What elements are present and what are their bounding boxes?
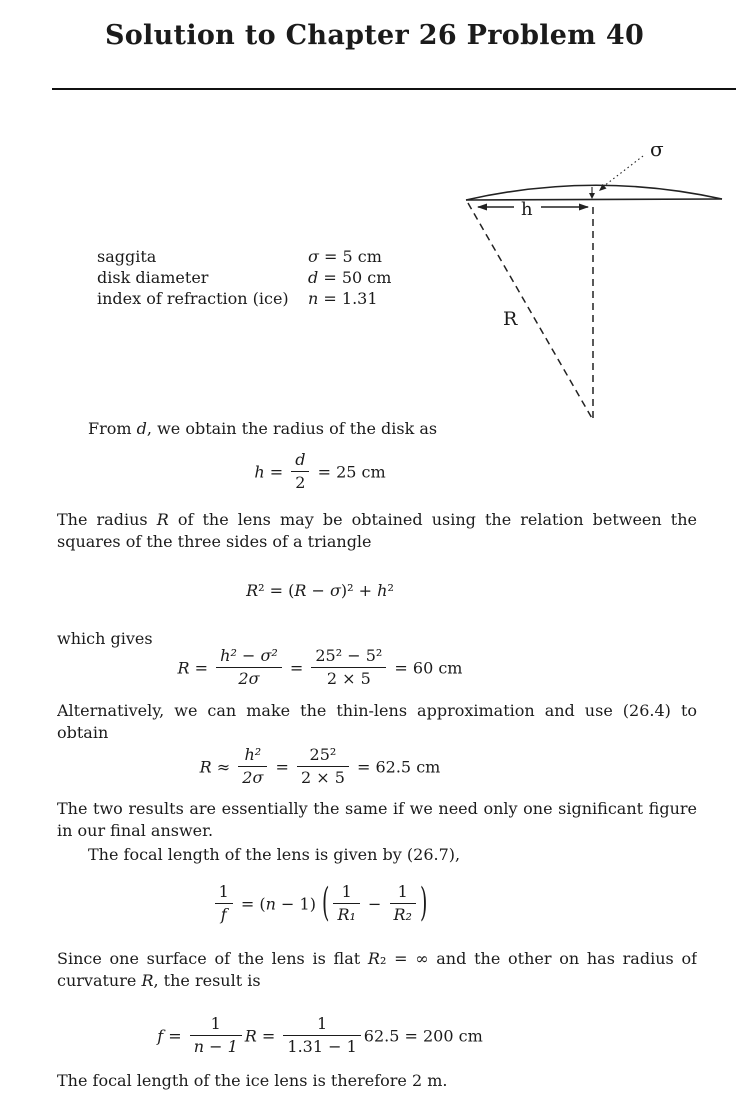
text-line (57, 844, 697, 866)
denominator: 2 × 5 (326, 669, 371, 689)
text-segment: The radius (57, 510, 157, 529)
given-value (308, 288, 391, 309)
text-segment: of the lens may be obtained using the relation between the (168, 510, 697, 529)
text-line (57, 700, 697, 722)
numerator: d (291, 451, 309, 472)
text-segment: From (88, 419, 137, 438)
given-label: disk diameter (97, 268, 209, 287)
text-line (57, 820, 697, 842)
denominator: 2 × 5 (300, 768, 345, 788)
paragraph-flat-surface (57, 948, 697, 992)
fraction (333, 883, 359, 925)
fraction (390, 883, 416, 925)
text-segment: The two results are essentially the same if we need only one significant figure (57, 799, 697, 818)
sigma-pointer-icon (589, 156, 643, 199)
numerator: h² − σ² (216, 647, 282, 668)
fraction (297, 746, 349, 788)
paragraph-alternatively (57, 700, 697, 744)
givens-table (97, 246, 391, 309)
given-value (308, 246, 391, 267)
denominator: n − 1 (193, 1037, 238, 1057)
math-text: ≈ (211, 757, 236, 777)
text-segment: ₂ = ∞ and the other on has radius of (379, 949, 697, 968)
math-var: σ (330, 581, 341, 600)
text-segment: in our final answer. (57, 821, 214, 840)
math-text: − 1) (275, 894, 322, 914)
math-text: − (362, 894, 387, 914)
equation-focal-length (57, 1016, 583, 1058)
math-text: = 62.5 cm (351, 757, 441, 777)
math-text: − (306, 581, 330, 600)
text-segment: Alternatively, we can make the thin-lens approximation and use (26.4) to (57, 701, 697, 720)
text-line (57, 509, 697, 531)
fraction (238, 746, 267, 788)
denominator: 2σ (238, 669, 260, 689)
sigma-label: σ (650, 137, 664, 161)
fraction (283, 1015, 360, 1057)
numerator: 1 (215, 883, 233, 904)
lens-diagram (430, 125, 749, 435)
math-text: = ( (235, 894, 266, 914)
h-label: h (521, 199, 533, 220)
numerator: h² (238, 746, 267, 767)
numerator: 25² (297, 746, 349, 767)
open-paren: ( (322, 880, 330, 926)
numerator: 1 (283, 1015, 360, 1036)
text-segment: curvature (57, 971, 142, 990)
paragraph-two-results (57, 798, 697, 842)
math-text: = (256, 1026, 281, 1046)
equation-pythagoras (57, 581, 583, 600)
text-line (57, 948, 697, 970)
equation-radius-exact (57, 648, 583, 690)
math-var: R (246, 581, 259, 600)
equation-radius-approx (57, 747, 583, 789)
title-rule (52, 88, 736, 90)
math-var: R (156, 510, 169, 529)
equation-disk-radius (57, 452, 583, 494)
math-var: n (265, 894, 276, 914)
numerator: 1 (190, 1015, 242, 1036)
math-text: ² = ( (258, 581, 295, 600)
denominator: R₁ (337, 905, 356, 925)
text-line (57, 418, 697, 440)
denominator: 2σ (242, 768, 264, 788)
given-label: saggita (97, 247, 157, 266)
math-text: = 25 cm (312, 462, 386, 482)
math-text: = (284, 658, 309, 678)
equation-lensmaker (57, 880, 583, 926)
fraction (215, 883, 233, 925)
math-var: R (199, 757, 212, 777)
math-text: 62.5 = 200 cm (363, 1026, 483, 1046)
math-var: R (244, 1026, 257, 1046)
fraction (311, 647, 386, 689)
text-segment: , the result is (153, 971, 261, 990)
math-var: d (308, 268, 319, 287)
text-line (57, 531, 697, 553)
text-line (57, 798, 697, 820)
text-line (57, 722, 697, 744)
math-var: h (377, 581, 388, 600)
denominator: 1.31 − 1 (287, 1037, 357, 1057)
radius-dashed-lines (468, 203, 593, 420)
value-text: = 50 cm (323, 268, 392, 287)
text-line (57, 970, 697, 992)
close-paren: ) (419, 880, 428, 926)
paragraph-conclusion (57, 1070, 697, 1092)
fraction (291, 451, 309, 493)
numerator: 1 (390, 883, 416, 904)
text-segment: squares of the three sides of a triangle (57, 532, 372, 551)
math-var: f (157, 1026, 164, 1046)
math-text: )² + (340, 581, 378, 600)
math-text: = 60 cm (389, 658, 463, 678)
math-var: σ (308, 247, 319, 266)
given-label: index of refraction (ice) (97, 289, 289, 308)
fraction (190, 1015, 242, 1057)
text-segment: , we obtain the radius of the disk as (146, 419, 438, 438)
lens-outline (466, 185, 722, 200)
numerator: 25² − 5² (311, 647, 386, 668)
paragraph-radius-relation (57, 509, 697, 553)
text-segment: obtain (57, 723, 109, 742)
value-text: = 5 cm (324, 247, 382, 266)
text-line (57, 1070, 697, 1092)
math-var: n (308, 289, 319, 308)
math-var: R (177, 658, 190, 678)
denominator: R₂ (393, 905, 412, 925)
text-segment: Since one surface of the lens is flat (57, 949, 368, 968)
paragraph-focal-length-intro (57, 844, 697, 866)
h-dimension-arrow (477, 204, 589, 211)
fraction (216, 647, 282, 689)
value-text: = 1.31 (323, 289, 378, 308)
math-text: ² (387, 581, 394, 600)
math-var: R (294, 581, 307, 600)
numerator: 1 (333, 883, 359, 904)
math-var: h (254, 462, 265, 482)
math-text: = (163, 1026, 187, 1046)
math-var: R (141, 971, 154, 990)
r-label: R (503, 308, 518, 330)
given-value (308, 267, 391, 288)
text-segment: The focal length of the lens is given by (26.7), (88, 845, 461, 864)
math-var: R (367, 949, 380, 968)
math-text: = (270, 757, 294, 777)
text-segment: The focal length of the ice lens is therefore 2 m. (57, 1071, 448, 1090)
math-text: = (189, 658, 214, 678)
denominator: 2 (295, 473, 306, 493)
page-title: Solution to Chapter 26 Problem 40 (104, 20, 645, 51)
math-var: d (136, 419, 147, 438)
paragraph-from-d (57, 418, 697, 440)
text-segment: which gives (57, 629, 153, 648)
math-text: = (264, 462, 289, 482)
denominator: f (220, 905, 227, 925)
